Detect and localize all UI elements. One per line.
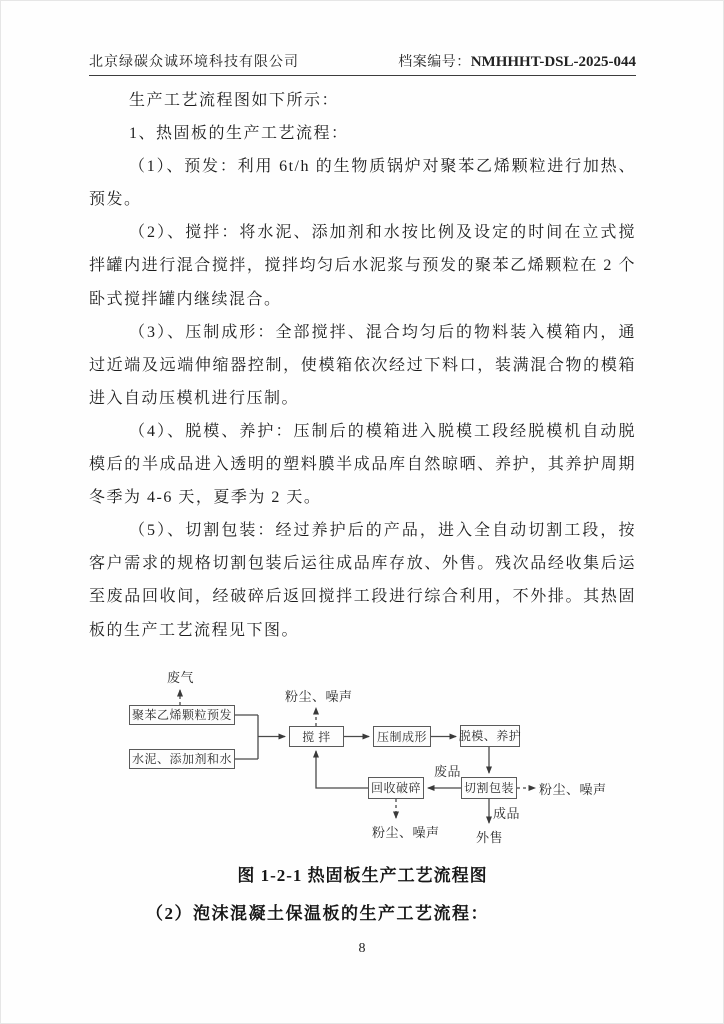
flow-box-demolding-curing: 脱模、养护 (460, 725, 520, 747)
body-paragraph: （2）、搅拌：将水泥、添加剂和水按比例及设定的时间在立式搅拌罐内进行混合搅拌，搅拌均匀后水泥浆与预发的聚苯乙烯颗粒在 2 个卧式搅拌罐内继续混合。 (89, 224, 636, 308)
label-dust-noise-bottom: 粉尘、噪声 (372, 824, 440, 840)
archive-label: 档案编号： (398, 55, 471, 70)
body-paragraph: （5）、切割包装：经过养护后的产品，进入全自动切割工段，按客户需求的规格切割包装后运往成品库存放、外售。残次品经收集后运至废品回收间，经破碎后返回搅拌工段进行综合利用，不外排。其热固板的生产工艺流程见下图。 (89, 522, 636, 639)
flow-box-cutting-packing: 切割包装 (461, 777, 517, 799)
archive-number (398, 51, 636, 71)
label-dust-noise-top: 粉尘、噪声 (285, 688, 353, 704)
label-waste-gas: 废气 (167, 669, 195, 685)
label-finished-product: 成品 (493, 805, 521, 821)
body-paragraph: （3）、压制成形：全部搅拌、混合均匀后的物料装入模箱内，通过近端及远端伸缩器控制，使模箱依次经过下料口，装满混合物的模箱进入自动压模机进行压制。 (89, 323, 636, 407)
process-flow-diagram (89, 664, 638, 854)
flow-box-prefoaming: 聚苯乙烯颗粒预发 (129, 705, 235, 725)
body-paragraph: （4）、脱模、养护：压制后的模箱进入脱模工段经脱模机自动脱模后的半成品进入透明的塑料膜半成品库自然晾晒、养护，其养护周期冬季为 4-6 天，夏季为 2 天。 (89, 422, 636, 507)
company-name: 北京绿碳众诚环境科技有限公司 (89, 55, 299, 70)
label-external-sale: 外售 (476, 829, 504, 845)
flow-box-recycle-crushing: 回收破碎 (368, 777, 424, 799)
body-paragraph: （1）、预发：利用 6t/h 的生物质锅炉对聚苯乙烯颗粒进行加热、预发。 (89, 158, 636, 209)
body-text (89, 84, 636, 647)
label-scrap: 废品 (434, 763, 462, 779)
next-section-heading: （2）泡沫混凝土保温板的生产工艺流程： (146, 903, 489, 923)
flow-box-raw-materials: 水泥、添加剂和水 (129, 749, 235, 769)
figure-caption: 图 1-2-1 热固板生产工艺流程图 (237, 865, 488, 885)
body-paragraph: 生产工艺流程图如下所示： (129, 92, 340, 109)
arrow-recycle-return (316, 751, 368, 788)
page-number: 8 (358, 941, 366, 956)
flow-box-mixing: 搅 拌 (289, 726, 344, 747)
page-header (89, 1, 636, 76)
archive-code: NMHHHT-DSL-2025-044 (470, 54, 636, 70)
label-dust-noise-right: 粉尘、噪声 (539, 781, 607, 797)
body-paragraph: 1、热固板的生产工艺流程： (129, 125, 349, 143)
flow-box-pressing: 压制成形 (373, 726, 431, 747)
